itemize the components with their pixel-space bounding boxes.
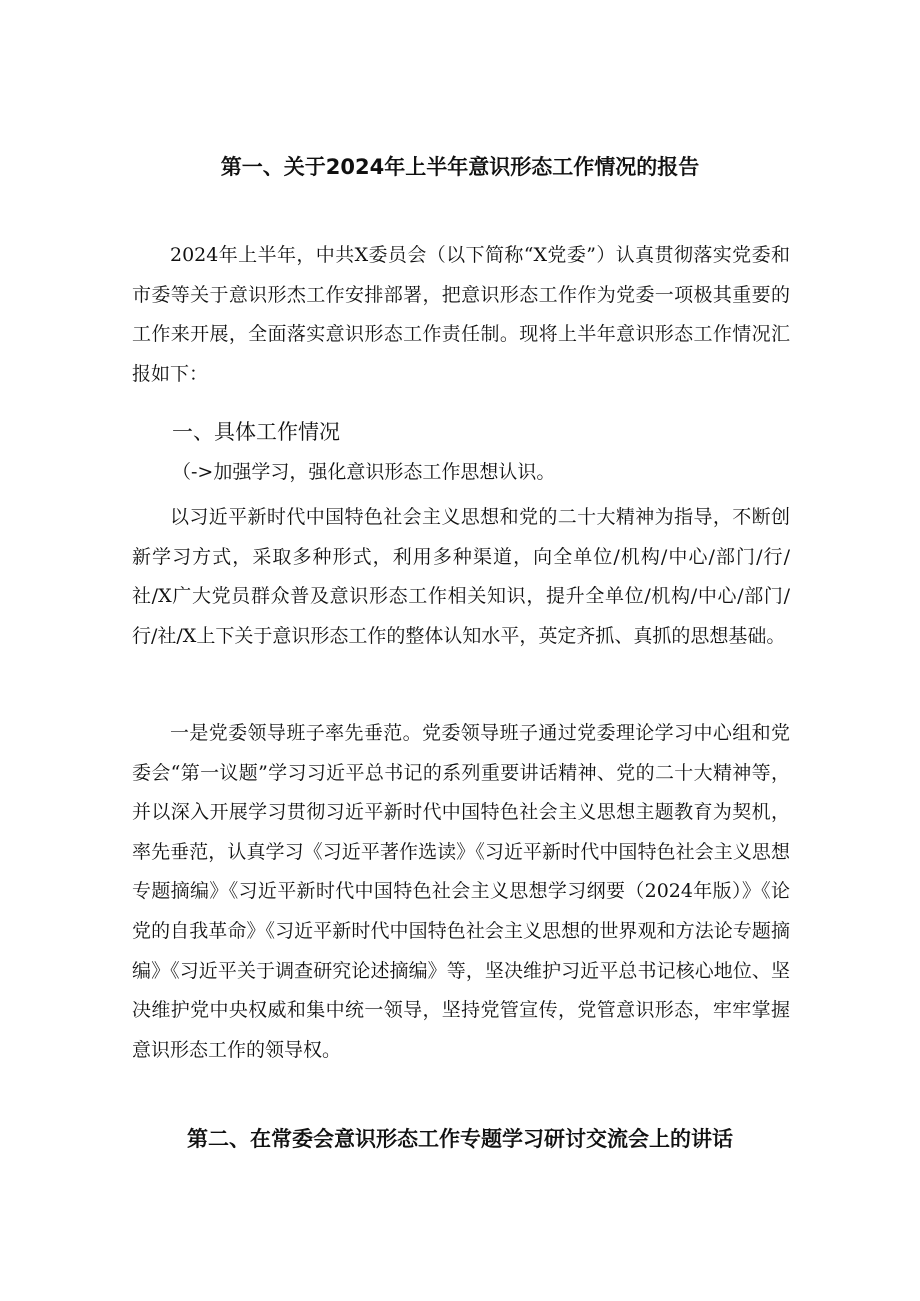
intro-paragraph: 2024年上半年，中共X委员会（以下简称“X党委”）认真贯彻落实党委和市委等关于意识形杰工作安排部署，把意识形态工作作为党委一项极其重要的工作来开展，全面落实意识形态工作责任制。现将上半年意识形态工作情况汇报如下： — [132, 244, 790, 385]
subsection-heading: （->加强学习，强化意识形态工作思想认识。 — [172, 461, 556, 483]
intro-block — [132, 236, 790, 394]
section-heading: 一、具体工作情况 — [172, 420, 340, 444]
body-paragraph-1: 以习近平新时代中国特色社会主义思想和党的二十大精神为指导，不断创新学习方式，采取多种形式，利用多种渠道，向全单位/机构/中心/部门/行/社/X广大党员群众普及意识形态工作相关知识，提升全单位/机构/中心/部门/行/社/X上下关于意识形态工作的整体认知水平，英定齐抓、真抓的思想基础。 — [132, 506, 790, 647]
paragraph-block-1 — [132, 498, 790, 656]
body-paragraph-2: 一是党委领导班子率先垂范。党委领导班子通过党委理论学习中心组和党委会“第一议题”学习习近平总书记的系列重要讲话精神、党的二十大精神等，并以深入开展学习贯彻习近平新时代中国特色社会主义思想主题教育为契机，率先垂范，认真学习《习近平著作选读》《习近平新时代中国特色社会主义思想专题摘编》《习近平新时代中国特色社会主义思想学习纲要（2024年版）》《论党的自我革命》《习近平新时代中国特色社会主义思想的世界观和方法论专题摘编》《习近平关于调查研究论述摘编》等，坚决维护习近平总书记核心地位、坚决维护党中央权威和集中统一领导，坚持党管宣传，党管意识形态，牢牢掌握意识形态工作的领导权。 — [132, 722, 790, 1061]
document-title: 第一、关于2024年上半年意识形态工作情况的报告 — [220, 155, 700, 179]
next-section-title: 第二、在常委会意识形态工作专题学习研讨交流会上的讲话 — [187, 1127, 733, 1151]
paragraph-block-2 — [132, 714, 790, 1070]
